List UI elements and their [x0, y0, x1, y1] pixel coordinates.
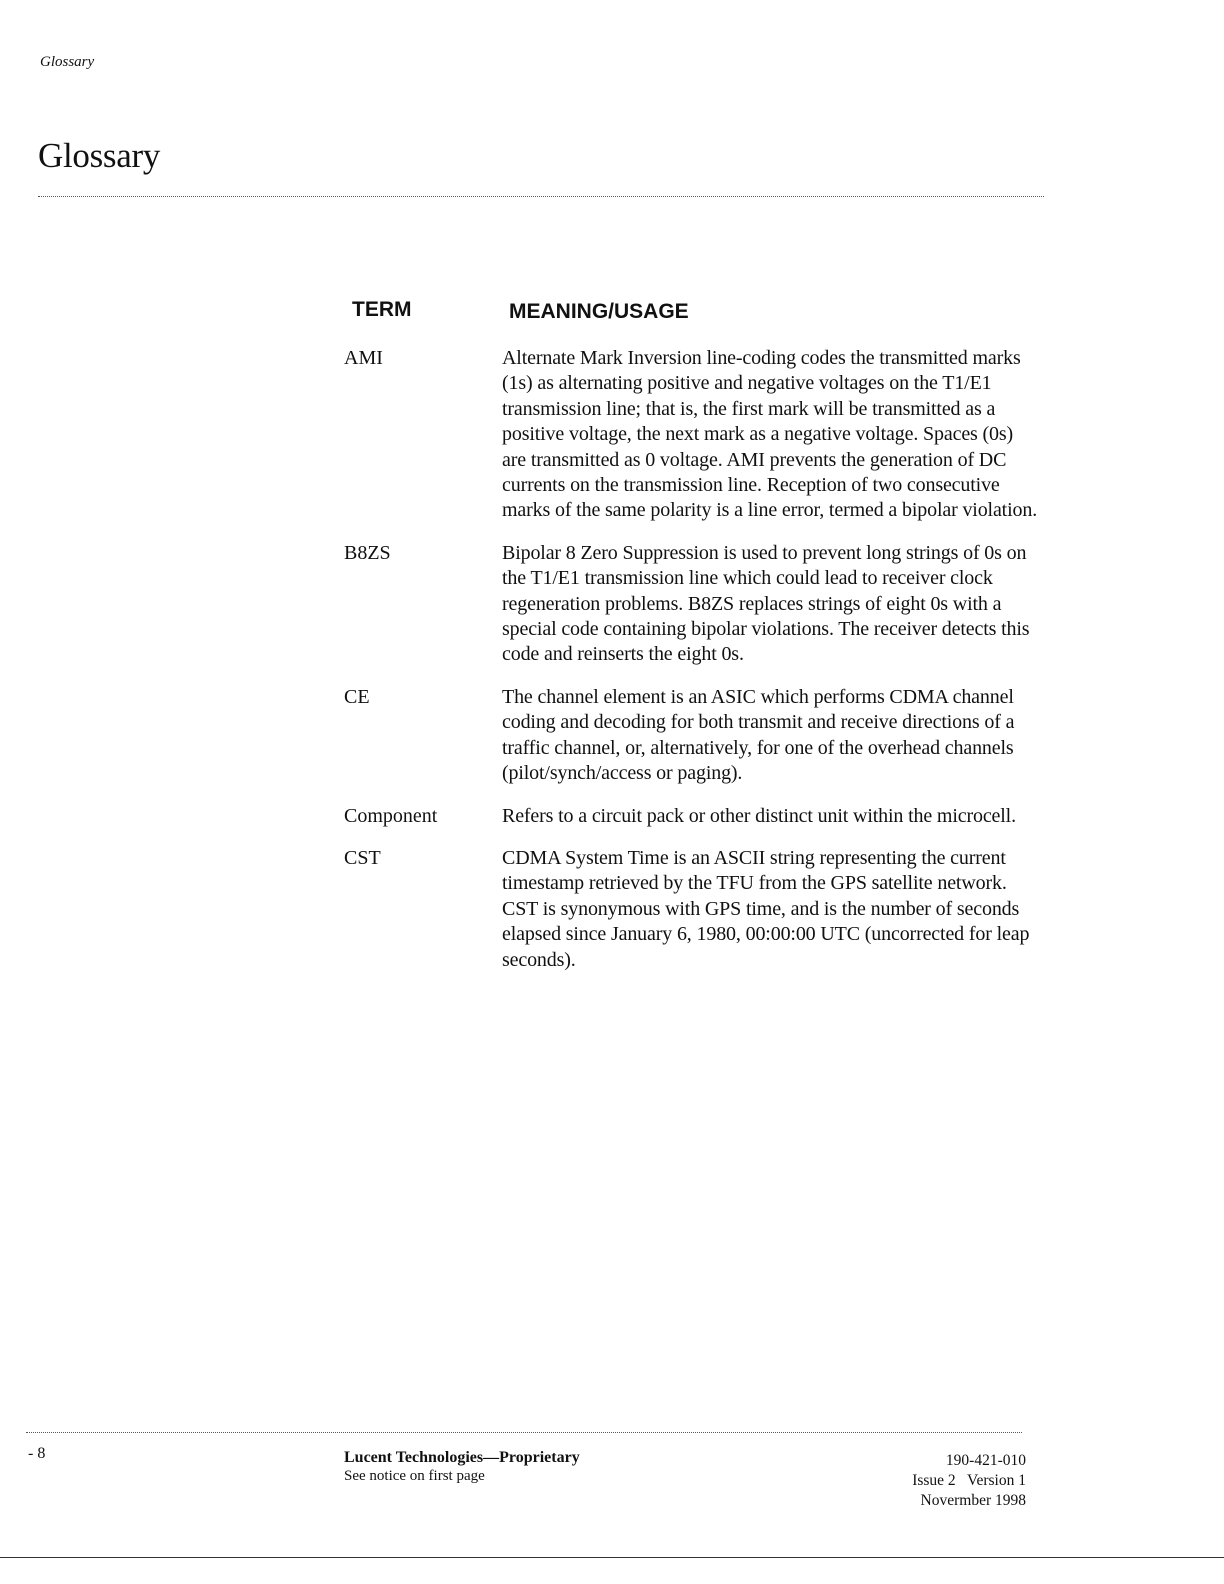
column-header-term: TERM	[352, 298, 412, 321]
glossary-meaning: Alternate Mark Inversion line-coding codes the transmitted marks (1s) as alternating positive and negative voltages on the T1/E1 transmission line; that is, the first mark will be transmitted as a positive voltage, the next mark as a negative voltage. Spaces (0s) are transmitted as 0 voltage. AMI prevents the generation of DC currents on the transmission line. Reception of two consecutive marks of the same polarity is a line error, termed a bipolar violation.	[502, 347, 1038, 522]
page-title: Glossary	[38, 136, 161, 175]
glossary-entry-b8zs	[344, 541, 1044, 668]
glossary-entry-ce	[344, 685, 1044, 787]
glossary-entry-component	[344, 804, 1044, 829]
glossary-term: AMI	[344, 347, 383, 369]
glossary-meaning: Bipolar 8 Zero Suppression is used to prevent long strings of 0s on the T1/E1 transmission line which could lead to receiver clock regeneration problems. B8ZS replaces strings of eight 0s with a special code containing bipolar violations. The receiver detects this code and reinserts the eight 0s.	[502, 541, 1030, 666]
glossary-term: Component	[344, 804, 438, 827]
glossary-entry-ami	[344, 346, 1044, 524]
glossary-meaning: Refers to a circuit pack or other distinct unit within the microcell.	[502, 804, 1016, 827]
issue-version: Issue 2 Version 1	[912, 1472, 1026, 1489]
glossary-meaning: CDMA System Time is an ASCII string representing the current timestamp retrieved by the TFU from the GPS satellite network. CST is synonymous with GPS time, and is the number of seconds elapsed since January 6, 1980, 00:00:00 UTC (uncorrected for leap seconds).	[502, 846, 1030, 971]
footer-company: Lucent Technologies—Proprietary	[344, 1449, 580, 1466]
footer-divider	[26, 1432, 1022, 1433]
glossary-list	[344, 346, 1044, 990]
publication-date: Novermber 1998	[920, 1492, 1026, 1509]
glossary-meaning: The channel element is an ASIC which performs CDMA channel coding and decoding for both transmit and receive directions of a traffic channel, or, alternatively, for one of the overhead channels (pilot/synch/access or paging).	[502, 685, 1015, 785]
running-header: Glossary	[40, 54, 95, 70]
header-divider	[38, 196, 1044, 197]
glossary-term: B8ZS	[344, 541, 391, 564]
column-header-meaning: MEANING/USAGE	[509, 300, 689, 323]
page-bottom-edge	[0, 1557, 1224, 1558]
page-number: - 8	[28, 1445, 46, 1462]
glossary-entry-cst	[344, 846, 1044, 973]
document-number: 190-421-010	[945, 1452, 1026, 1469]
glossary-term: CST	[344, 846, 381, 869]
footer-notice: See notice on first page	[344, 1468, 485, 1484]
footer-document-info	[912, 1451, 1026, 1511]
glossary-term: CE	[344, 685, 370, 708]
